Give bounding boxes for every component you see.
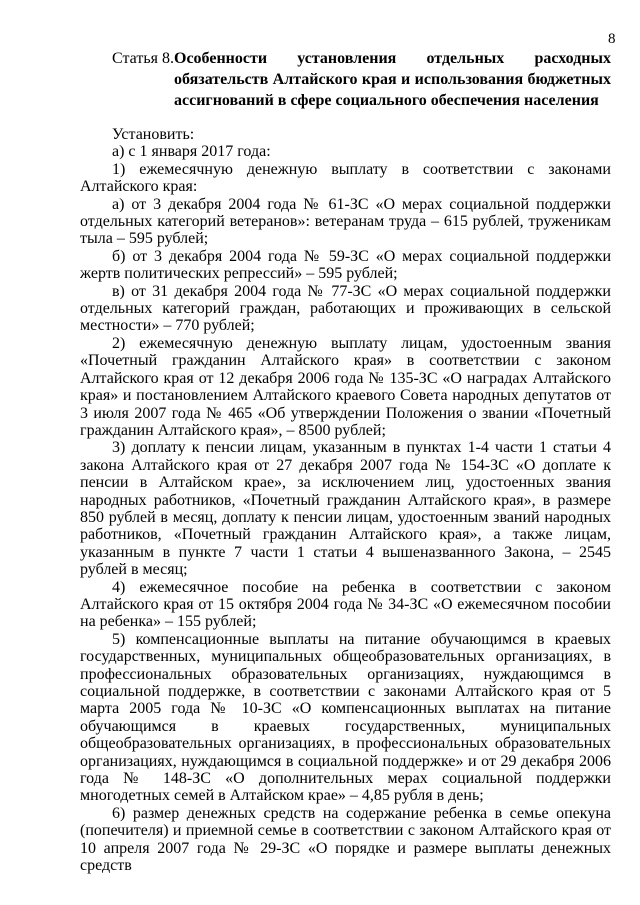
paragraph-item-1a: а) от 3 декабря 2004 года № 61-ЗС «О мерах социальной поддержки отдельных категорий ветеранов»: ветеранам труда – 615 рублей, труженикам тыла – 595 рублей; [80, 195, 611, 248]
paragraph-intro: Установить: [112, 126, 195, 143]
paragraph-item-1c: в) от 31 декабря 2004 года № 77-ЗС «О мерах социальной поддержки отдельных категорий граждан, работающих и проживающих в сельской местности» – 770 рублей; [80, 282, 611, 335]
page-number: 8 [608, 31, 616, 47]
paragraph-item-6: 6) размер денежных средств на содержание ребенка в семье опекуна (попечителя) и приемной семье в соответствии с законом Алтайского края от 10 апреля 2007 года № 29-ЗС «О порядке и размере выплаты денежных средств [80, 804, 611, 875]
paragraph-item-5: 5) компенсационные выплаты на питание обучающимся в краевых государственных, муниципальных общеобразовательных организациях, в профессиональных образовательных организациях, нуждающимся в социальной поддержке, в соответствии с законами Алтайского края от 5 марта 2005 года № 10-ЗС «О компенсационных выплатах на питание обучающимся в краевых государственных, муниципальных общеобразовательных организациях, в профессиональных образовательных организациях, нуждающимся в социальной поддержке» и от 29 декабря 2006 года № 148-ЗС «О дополнительных мерах социальной поддержки многодетных семей в Алтайском крае» – 4,85 рубля в день; [80, 630, 611, 805]
paragraph-item-2: 2) ежемесячную денежную выплату лицам, удостоенным звания «Почетный гражданин Алтайского края» в соответствии с законом Алтайского края от 12 декабря 2006 года № 135-ЗС «О наградах Алтайского края» и постановлением Алтайского краевого Совета народных депутатов от 3 июля 2007 года № 465 «Об утверждении Положения о звании «Почетный гражданин Алтайского края», – 8500 рублей; [80, 334, 611, 439]
paragraph-date: а) с 1 января 2017 года: [112, 143, 271, 161]
paragraph-item-1: 1) ежемесячную денежную выплату в соответствии с законами Алтайского края: [80, 160, 611, 196]
paragraph-item-1b: б) от 3 декабря 2004 года № 59-ЗС «О мерах социальной поддержки жертв политических репрессий» – 595 рублей; [80, 247, 611, 283]
article-label: Статья 8. [112, 50, 174, 67]
article-title: Особенности установления отдельных расходных обязательств Алтайского края и использования бюджетных ассигнований в сфере социального обеспечения населения [174, 50, 611, 109]
paragraph-item-3: 3) доплату к пенсии лицам, указанным в пунктах 1-4 части 1 статьи 4 закона Алтайского края от 27 декабря 2007 года № 154-ЗС «О доплате к пенсии в Алтайском крае», за исключением лиц, удостоенных звания народных работников, «Почетный гражданин Алтайского края», в размере 850 рублей в месяц, доплату к пенсии лицам, удостоенным званий народных работников, «Почетный гражданин Алтайского края», а также лицам, указанным в пункте 7 части 1 статьи 4 вышеназванного Закона, – 2545 рублей в месяц; [80, 439, 611, 579]
document-body [80, 126, 611, 874]
paragraph-item-4: 4) ежемесячное пособие на ребенка в соответствии с законом Алтайского края от 15 октября 2004 года № 34-ЗС «О ежемесячном пособии на ребенка» – 155 рублей; [80, 578, 611, 631]
